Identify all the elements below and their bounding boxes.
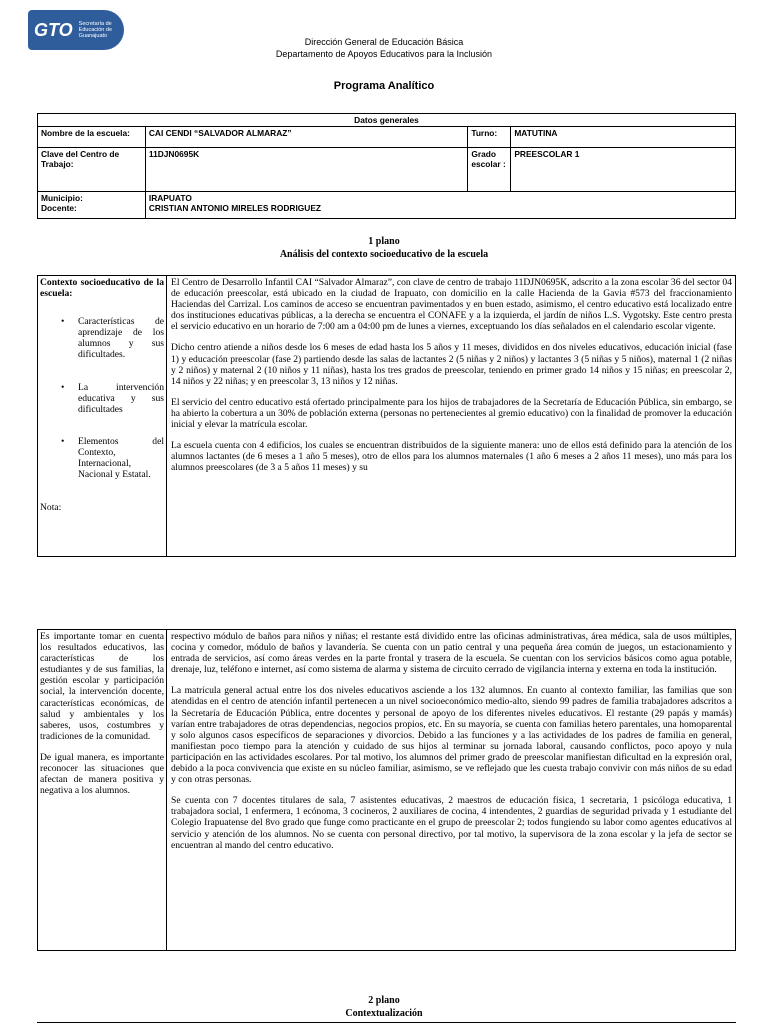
work-center-key-value: 11DJN0695K xyxy=(145,148,467,192)
context-heading: Contexto socioeducativo de la escuela: xyxy=(40,277,164,300)
context-paragraph-2: Dicho centro atiende a niños desde los 6 meses de edad hasta los 5 años y 11 meses, divididos en dos niveles educativos, educación inicial (fase 1) y educación preescolar (fase 2) partiendo desde las salas de lactantes 2 (5 niñas y 2 niños) y lactantes 3 (5 niñas y 5 niños), maternal 1 (2 niñas y 2 niños) y maternal 2 (10 niños y 11 niñas), hasta los tres grados de preescolar, teniendo en primer grado 14 niños y 15 niñas; en preescolar 2, 14 niños y 22 niñas; y en preescolar 3, 13 niños y 12 niñas. xyxy=(171,342,732,387)
left-note-paragraph-1: Es importante tomar en cuenta los resultados educativos, las características de los estudiantes y de sus familias, la gestión escolar y participación social, la intervención docente, características económicas, de salud y ambientales y los saberes, usos, costumbres y tradiciones de la comunidad. xyxy=(40,631,164,742)
shift-label: Turno: xyxy=(468,127,511,148)
school-name-value: CAI CENDI “SALVADOR ALMARAZ” xyxy=(145,127,467,148)
header-line-1: Dirección General de Educación Básica xyxy=(304,37,464,47)
header-line-2: Departamento de Apoyos Educativos para la Inclusión xyxy=(275,49,493,59)
note-label: Nota: xyxy=(40,502,62,514)
context-paragraph-6: La matrícula general actual entre los dos niveles educativos asciende a los 132 alumnos. En cuanto al contexto familiar, las familias que son atendidas en el centro de atención infantil pertenecen a un nivel socioeconómico medio-alto, siendo 99 padres de familia trabajadores adscritos a la Secretaría de Educación Pública, entre docentes y personal de apoyo de los diferentes niveles educativos. El restante (29 papás y mamás) varían entre trabajadores de otras dependencias, negocios propios, etc. En su mayoría, se cuenta con familias hetero parentales, una homoparental y solo algunos casos específicos de separaciones y divorcios. Debido a las funciones y a las actividades de los padres de familia en general, manifiestan poco tiempo para la atención y cuidado de sus hijos al terminar su jornada laboral, causando conflictos, poco apoyo y nula participación en las actividades escolares. Por tal motivo, los alumnos del primer grado de preescolar manifiestan dificultad en la expresión oral, debido a la poca convivencia que existe en su núcleo familiar, asimismo, se ve reflejado que les cuesta trabajo convivir con más niños de su edad y con otras personas. xyxy=(171,685,732,786)
context-paragraph-7: Se cuenta con 7 docentes titulares de sala, 7 asistentes educativas, 2 maestros de educación física, 1 secretaria, 1 psicóloga educativa, 1 trabajadora social, 1 enfermera, 1 ecónoma, 3 cocineros, 2 auxiliares de cocina, 4 intendentes, 2 guardias de seguridad privada y 1 estudiante del Colegio Irapuatense del 8vo grado que funge como practicante en el grupo de preescolar 2; todos fungiendo su labor como agentes educativos al servicio y atención de los alumnos. No se cuenta con personal directivo, por tal motivo, la supervisora de la zona escolar y la jefa de sector se encuentran al mando del centro educativo. xyxy=(171,795,732,851)
municipality-label: Municipio: xyxy=(41,193,83,203)
school-name-label: Nombre de la escuela: xyxy=(38,127,146,148)
work-center-key-label: Clave del Centro de Trabajo: xyxy=(38,148,146,192)
general-data-table xyxy=(37,113,736,219)
context-paragraph-3: El servicio del centro educativo está ofertado principalmente para los hijos de trabajadores de la Secretaría de Educación Pública, sin embargo, se ha abierto la cobertura a un 30% de población externa (personas no pertenecientes al gremio educativo) con la finalidad de promover la educación inicial y elevar la matrícula escolar. xyxy=(171,396,732,431)
general-data-title: Datos generales xyxy=(38,114,736,127)
context-paragraph-1: El Centro de Desarrollo Infantil CAI “Salvador Almaraz”, con clave de centro de trabajo 11DJN0695K, adscrito a la zona escolar 36 del sector 04 de educación preescolar, está ubicado en la ciudad de Irapuato, con domicilio en la calle Hacienda de la Gavia #573 del fraccionamiento Haciendas del Carrizal. Los caminos de acceso se encuentran pavimentados y en buen estado, asimismo, el centro educativo está localizado entre dos instituciones educativas públicas, a la derecha se encuentra el CONAFE y a la izquierda, el jardín de niños L.S. Vygotsky. Este centro presta el servicio educativo en un horario de 7:00 am a 04:00 pm de lunes a viernes, exceptuando los días señalados en el calendario escolar vigente. xyxy=(171,277,732,333)
logo-text: GTO xyxy=(34,19,73,40)
context-paragraph-5: respectivo módulo de baños para niños y niñas; el restante está dividido entre las oficinas administrativas, área médica, sala de usos múltiples, cocina y comedor, módulo de baños y lavandería. Se cuenta con un patio central y una pequeña área común de juegos, un estacionamiento y entrada de servicios, así como áreas verdes en la parte frontal y trasera de la escuela. Se cuentan con los servicios básicos como agua potable, drenaje, luz, teléfono e internet, así como sistema de alarma y sistema de circuito cerrado de vigilancia interna y externa en toda la institución. xyxy=(171,631,732,676)
context-paragraph-4: La escuela cuenta con 4 edificios, los cuales se encuentran distribuidos de la siguiente manera: uno de ellos está definido para la atención de los alumnos lactantes (de 6 meses a 1 año 5 meses), otro de ellos para los alumnos maternales (1 año 6 meses a 2 años 11 meses), uno más para los alumnos preescolares (de 3 a 5 años 11 meses) y su xyxy=(171,440,732,474)
plano-1-title: Análisis del contexto socioeducativo de la escuela xyxy=(279,249,489,260)
program-title: Programa Analítico xyxy=(333,80,435,92)
plano-1-number: 1 plano xyxy=(368,236,400,247)
teacher-value: CRISTIAN ANTONIO MIRELES RODRIGUEZ xyxy=(148,203,322,213)
logo-subtitle: Secretaría de Educación de Guanajuato xyxy=(78,21,113,39)
teacher-label: Docente: xyxy=(41,203,77,213)
bullet-intervention: • La intervención educativa y sus dificultades xyxy=(40,382,164,415)
socioeducative-context-table-continued xyxy=(37,629,736,951)
bullet-context-elements: • Elementos del Contexto, Internacional, Nacional y Estatal. xyxy=(40,436,164,480)
plano-2-title: Contextualización xyxy=(345,1008,423,1019)
plano-2-number: 2 plano xyxy=(368,995,400,1006)
grade-value: PREESCOLAR 1 xyxy=(511,148,736,192)
socioeducative-context-table xyxy=(37,275,736,557)
bullet-learning: • Características de aprendizaje de los alumnos y sus dificultades. xyxy=(40,316,164,360)
shift-value: MATUTINA xyxy=(511,127,736,148)
municipality-value: IRAPUATO xyxy=(148,193,192,203)
left-note-paragraph-2: De igual manera, es importante reconocer las situaciones que afectan de manera positiva y negativa a los alumnos. xyxy=(40,751,164,797)
grade-label: Grado escolar : xyxy=(468,148,511,192)
